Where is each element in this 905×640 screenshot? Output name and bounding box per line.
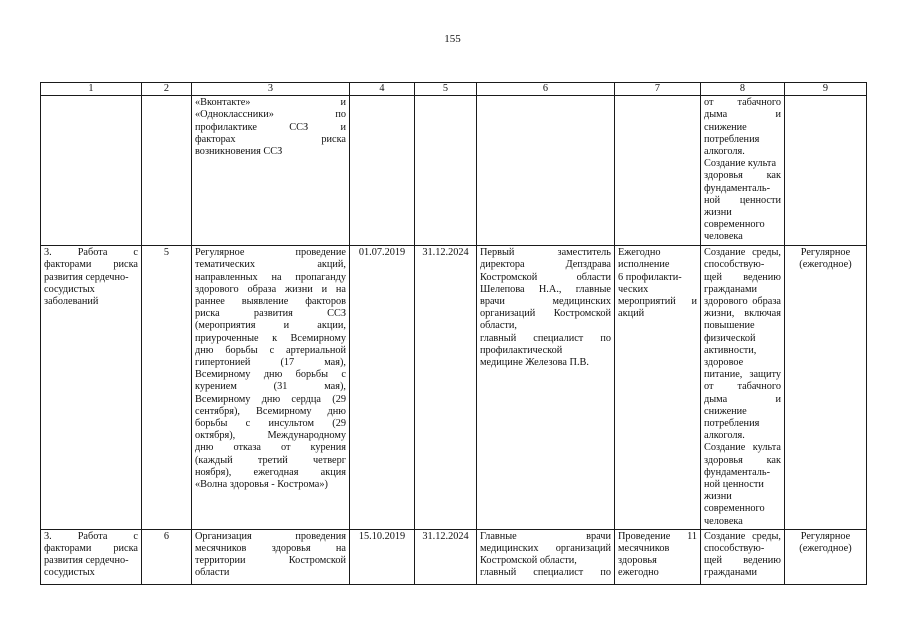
cell-line: ноября), ежегодная акция xyxy=(195,466,346,478)
cell-line: фундаменталь- xyxy=(704,182,771,194)
cell-line: здоровья xyxy=(618,555,657,567)
cell-line: ной ценности xyxy=(704,479,764,491)
cell-line: человека xyxy=(704,231,743,243)
cell-start-date xyxy=(350,96,415,246)
cell-line: медицинских организаций xyxy=(480,543,611,555)
cell-line: 3. Работа с xyxy=(44,247,138,259)
cell-line: заболеваний xyxy=(44,296,99,308)
cell-task xyxy=(41,96,142,246)
cell-line: дыма и xyxy=(704,393,781,405)
cell-line: сосудистых xyxy=(44,567,95,579)
column-number-2: 2 xyxy=(142,83,192,96)
cell-task xyxy=(41,246,142,530)
cell-line: «Вконтакте» и xyxy=(195,97,346,109)
cell-line: приуроченные к Всемирному xyxy=(195,332,346,344)
cell-line: ческих xyxy=(618,283,649,295)
cell-line: от табачного xyxy=(704,97,781,109)
cell-line: (ежегодное) xyxy=(799,259,852,271)
cell-line: современного xyxy=(704,503,765,515)
cell-line: здорового образа xyxy=(704,296,781,308)
table-body xyxy=(41,83,867,585)
cell-line: щей ведению xyxy=(704,555,781,567)
cell-line: акций xyxy=(618,308,645,320)
cell-line: профилактической xyxy=(480,344,563,356)
table-header-row xyxy=(41,83,867,96)
table-row xyxy=(41,96,867,246)
cell-line: 6 xyxy=(163,530,170,542)
cell-line: щей ведению xyxy=(704,271,781,283)
cell-line: мероприятий и xyxy=(618,296,697,308)
cell-line: жизни xyxy=(704,491,732,503)
cell-indicator xyxy=(615,529,701,584)
cell-line: здоровое xyxy=(704,357,744,369)
cell-line: факторах риска xyxy=(195,133,346,145)
cell-line: Создание культа xyxy=(704,158,777,170)
cell-line: (каждый третий четверг xyxy=(195,454,346,466)
cell-line: потребления xyxy=(704,418,760,430)
cell-line: Всемирному дню сердца (29 xyxy=(195,393,346,405)
cell-result xyxy=(701,246,785,530)
cell-line: жизни xyxy=(704,207,732,219)
cell-line: области, xyxy=(480,320,517,332)
column-number-9: 9 xyxy=(785,83,867,96)
cell-line: дыма и xyxy=(704,109,781,121)
cell-periodicity xyxy=(785,96,867,246)
cell-line: борьбы с инсультом (29 xyxy=(195,418,346,430)
cell-line: направленных на пропаганду xyxy=(195,271,346,283)
cell-line: сентября), Всемирному дню xyxy=(195,405,346,417)
cell-line: Создание среды, xyxy=(704,530,781,542)
cell-line: от табачного xyxy=(704,381,781,393)
cell-line: гражданами xyxy=(704,567,757,579)
cell-line: Регулярное xyxy=(800,530,851,542)
cell-line: 31.12.2024 xyxy=(422,247,469,259)
cell-line: здоровья как xyxy=(704,170,781,182)
cell-line: фундаменталь- xyxy=(704,466,771,478)
cell-line: «Волна здоровья - Кострома») xyxy=(195,479,328,491)
cell-line: возникновения ССЗ xyxy=(195,146,283,158)
cell-line: Создание среды, xyxy=(704,247,781,259)
cell-line: гипертонией (17 мая), xyxy=(195,357,346,369)
cell-line: организаций Костромской xyxy=(480,308,611,320)
cell-line: главный специалист по xyxy=(480,567,611,579)
cell-line: Всемирному дню борьбы с xyxy=(195,369,346,381)
cell-line: территории Костромской xyxy=(195,555,346,567)
cell-end-date xyxy=(415,96,477,246)
cell-responsible xyxy=(477,96,615,246)
cell-line: области xyxy=(195,567,230,579)
cell-line: ной ценности xyxy=(704,194,781,206)
cell-line: главный специалист по xyxy=(480,332,611,344)
cell-line: жизни, включая xyxy=(704,308,781,320)
cell-line: развития сердечно- xyxy=(44,271,129,283)
cell-indicator xyxy=(615,96,701,246)
column-number-6: 6 xyxy=(477,83,615,96)
cell-line: (мероприятия и акции, xyxy=(195,320,346,332)
cell-line: октября), Международному xyxy=(195,430,346,442)
cell-line: Проведение 11 xyxy=(618,530,697,542)
cell-number xyxy=(142,529,192,584)
cell-line: месячников xyxy=(618,543,670,555)
cell-start-date xyxy=(350,246,415,530)
cell-end-date xyxy=(415,529,477,584)
cell-line: снижение xyxy=(704,405,747,417)
cell-line: потребления xyxy=(704,133,760,145)
cell-line: Создание культа xyxy=(704,442,781,454)
cell-line: алкоголя. xyxy=(704,430,745,442)
cell-line: повышение xyxy=(704,320,755,332)
cell-line: исполнение xyxy=(618,259,670,271)
cell-line: питание, защиту xyxy=(704,369,781,381)
column-number-3: 3 xyxy=(192,83,350,96)
cell-line: курением (31 мая), xyxy=(195,381,346,393)
cell-line: здоровья как xyxy=(704,454,781,466)
cell-line: 6 профилакти- xyxy=(618,271,682,283)
cell-line: способствую- xyxy=(704,259,765,271)
cell-line: Костромской области xyxy=(480,271,611,283)
cell-line: (ежегодное) xyxy=(799,543,852,555)
cell-task xyxy=(41,529,142,584)
cell-line: 15.10.2019 xyxy=(358,530,406,542)
cell-activity xyxy=(192,529,350,584)
cell-result xyxy=(701,529,785,584)
cell-line: современного xyxy=(704,219,765,231)
column-number-5: 5 xyxy=(415,83,477,96)
cell-line: 31.12.2024 xyxy=(422,530,469,542)
cell-line: Шелепова Н.А., главные xyxy=(480,283,611,295)
cell-line: ежегодно xyxy=(618,567,659,579)
cell-result xyxy=(701,96,785,246)
cell-activity xyxy=(192,96,350,246)
cell-line: тематических акций, xyxy=(195,259,346,271)
cell-line: медицине Железова П.В. xyxy=(480,357,589,369)
cell-line: способствую- xyxy=(704,543,765,555)
cell-line: «Одноклассники» по xyxy=(195,109,346,121)
plan-table xyxy=(40,82,867,585)
cell-line: факторами риска xyxy=(44,543,138,555)
cell-line: алкоголя. xyxy=(704,146,745,158)
cell-line: риска развития ССЗ xyxy=(195,308,346,320)
cell-activity xyxy=(192,246,350,530)
cell-number xyxy=(142,96,192,246)
cell-periodicity xyxy=(785,246,867,530)
column-number-1: 1 xyxy=(41,83,142,96)
cell-responsible xyxy=(477,529,615,584)
cell-line: Костромской области, xyxy=(480,555,577,567)
cell-line: снижение xyxy=(704,121,747,133)
cell-number xyxy=(142,246,192,530)
cell-line: активности, xyxy=(704,344,757,356)
column-number-7: 7 xyxy=(615,83,701,96)
cell-line: врачи медицинских xyxy=(480,296,611,308)
cell-line: Регулярное проведение xyxy=(195,247,346,259)
cell-line: развития сердечно- xyxy=(44,555,129,567)
cell-line: месячников здоровья на xyxy=(195,543,346,555)
column-number-8: 8 xyxy=(701,83,785,96)
cell-line: человека xyxy=(704,515,743,527)
cell-line: Организация проведения xyxy=(195,530,346,542)
cell-line: Главные врачи xyxy=(480,530,611,542)
cell-line: дню борьбы с артериальной xyxy=(195,344,346,356)
cell-indicator xyxy=(615,246,701,530)
cell-responsible xyxy=(477,246,615,530)
cell-end-date xyxy=(415,246,477,530)
table-row xyxy=(41,529,867,584)
cell-line: раннее выявление факторов xyxy=(195,296,346,308)
cell-line: дню отказа от курения xyxy=(195,442,346,454)
cell-line: 3. Работа с xyxy=(44,530,138,542)
page-number: 155 xyxy=(444,33,461,45)
cell-line: гражданами xyxy=(704,283,757,295)
cell-line: здорового образа жизни и на xyxy=(195,283,346,295)
cell-line: Ежегодно xyxy=(618,247,661,259)
cell-line: 5 xyxy=(163,247,170,259)
cell-periodicity xyxy=(785,529,867,584)
cell-line: 01.07.2019 xyxy=(358,247,406,259)
table-row xyxy=(41,246,867,530)
cell-line: директора Депздрава xyxy=(480,259,611,271)
cell-start-date xyxy=(350,529,415,584)
cell-line: физической xyxy=(704,332,756,344)
cell-line: сосудистых xyxy=(44,283,95,295)
cell-line: Первый заместитель xyxy=(480,247,611,259)
cell-line: факторами риска xyxy=(44,259,138,271)
column-number-4: 4 xyxy=(350,83,415,96)
cell-line: Регулярное xyxy=(800,247,851,259)
cell-line: профилактике ССЗ и xyxy=(195,121,346,133)
